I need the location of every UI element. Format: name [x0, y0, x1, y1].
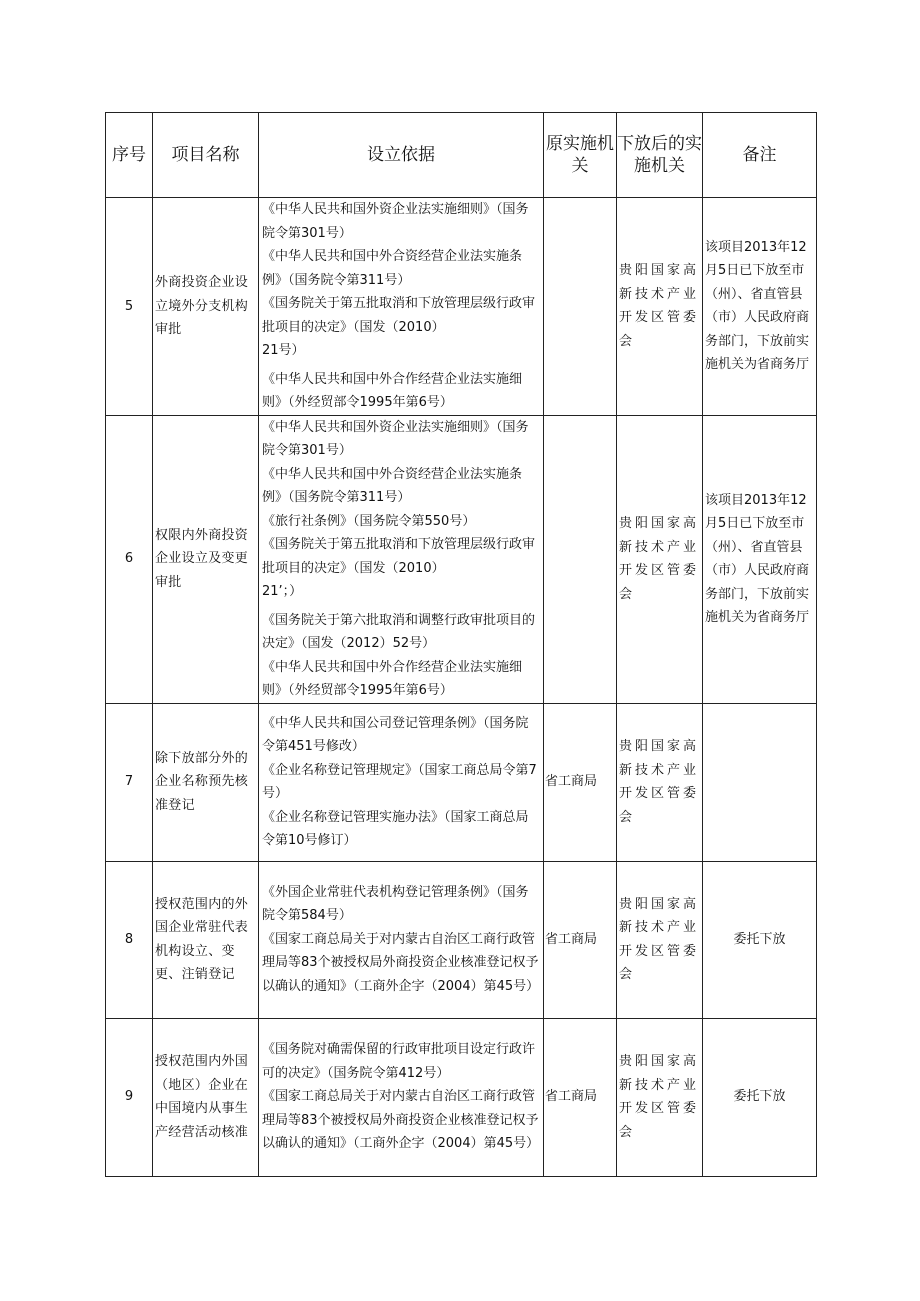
row-name: 外商投资企业设立境外分支机构审批 [153, 198, 259, 416]
header-basis: 设立依据 [259, 113, 544, 198]
basis-item: 《国家工商总局关于对内蒙古自治区工商行政管理局等83个被授权局外商投资企业核准登记权予以确认的通知》（工商外企字（2004）第45号） [262, 931, 540, 994]
row-no: 6 [106, 415, 153, 703]
row-basis [259, 861, 544, 1018]
row-name: 授权范围内外国（地区）企业在中国境内从事生产经营活动核准 [153, 1018, 259, 1176]
basis-item: 《外国企业常驻代表机构登记管理条例》（国务院令第584号） [262, 884, 529, 924]
row-new-agency: 贵阳国家高新技术产业开发区管委会 [617, 415, 703, 703]
table-row [106, 703, 817, 861]
table-row [106, 198, 817, 416]
header-new-agency: 下放后的实施机关 [617, 113, 703, 198]
header-original-agency: 原实施机关 [544, 113, 617, 198]
basis-item: 《中华人民共和国公司登记管理条例》（国务院令第451号修改） [262, 715, 529, 754]
row-no: 9 [106, 1018, 153, 1176]
basis-item: 21号） [262, 343, 305, 358]
basis-item: 《中华人民共和国外资企业法实施细则》（国务院令第301号） [262, 419, 529, 458]
basis-item: 《国家工商总局关于对内蒙古自治区工商行政管理局等83个被授权局外商投资企业核准登记权予以确认的通知》（工商外企字（2004）第45号） [262, 1089, 540, 1152]
row-name: 授权范围内的外国企业常驻代表机构设立、变更、注销登记 [153, 861, 259, 1018]
row-original-agency: 省工商局 [544, 703, 617, 861]
row-new-agency: 贵阳国家高新技术产业开发区管委会 [617, 198, 703, 416]
row-note: 委托下放 [703, 861, 817, 1018]
row-basis [259, 703, 544, 861]
row-name: 除下放部分外的企业名称预先核准登记 [153, 703, 259, 861]
row-original-agency: 省工商局 [544, 1018, 617, 1176]
row-basis [259, 198, 544, 416]
row-name: 权限内外商投资企业设立及变更审批 [153, 415, 259, 703]
basis-item: 《国务院关于第五批取消和下放管理层级行政审批项目的决定》（国发（2010） [262, 537, 536, 576]
row-note: 该项目2013年12月5日已下放至市（州）、省直管县（市）人民政府商务部门，下放前实施机关为省商务厅 [703, 198, 817, 416]
basis-item: 《国务院关于第六批取消和调整行政审批项目的决定》（国发（2012）52号） [262, 612, 536, 651]
row-note [703, 703, 817, 861]
row-new-agency: 贵阳国家高新技术产业开发区管委会 [617, 861, 703, 1018]
basis-item: 《企业名称登记管理规定》（国家工商总局令第7号） [262, 762, 537, 801]
table-row [106, 1018, 817, 1176]
header-no: 序号 [106, 113, 153, 198]
row-basis [259, 415, 544, 703]
basis-item: 《旅行社条例》（国务院令第550号） [262, 513, 476, 529]
basis-item: 《中华人民共和国中外合作经营企业法实施细则》（外经贸部令1995年第6号） [262, 659, 523, 698]
basis-item: 《中华人民共和国中外合资经营企业法实施条例》（国务院令第311号） [262, 249, 523, 288]
header-row [106, 113, 817, 198]
row-no: 7 [106, 703, 153, 861]
basis-item: 21’；） [262, 584, 303, 599]
table-row [106, 861, 817, 1018]
header-note: 备注 [703, 113, 817, 198]
table-row [106, 415, 817, 703]
basis-item: 《国务院关于第五批取消和下放管理层级行政审批项目的决定》（国发（2010） [262, 296, 536, 335]
basis-item: 《中华人民共和国中外合作经营企业法实施细则》（外经贸部令1995年第6号） [262, 371, 523, 410]
row-original-agency [544, 415, 617, 703]
basis-item: 《企业名称登记管理实施办法》（国家工商总局令第10号修订） [262, 809, 529, 848]
basis-item: 《中华人民共和国外资企业法实施细则》（国务院令第301号） [262, 202, 529, 241]
row-basis [259, 1018, 544, 1176]
row-no: 5 [106, 198, 153, 416]
basis-item: 《国务院对确需保留的行政审批项目设定行政许可的决定》（国务院令第412号） [262, 1042, 536, 1081]
basis-item: 《中华人民共和国中外合资经营企业法实施条例》（国务院令第311号） [262, 466, 523, 505]
row-note: 委托下放 [703, 1018, 817, 1176]
row-original-agency: 省工商局 [544, 861, 617, 1018]
row-new-agency: 贵阳国家高新技术产业开发区管委会 [617, 703, 703, 861]
approval-items-table [105, 112, 817, 1177]
row-note: 该项目2013年12月5日已下放至市（州）、省直管县（市）人民政府商务部门，下放前实施机关为省商务厅 [703, 415, 817, 703]
row-new-agency: 贵阳国家高新技术产业开发区管委会 [617, 1018, 703, 1176]
row-no: 8 [106, 861, 153, 1018]
header-name: 项目名称 [153, 113, 259, 198]
row-original-agency [544, 198, 617, 416]
